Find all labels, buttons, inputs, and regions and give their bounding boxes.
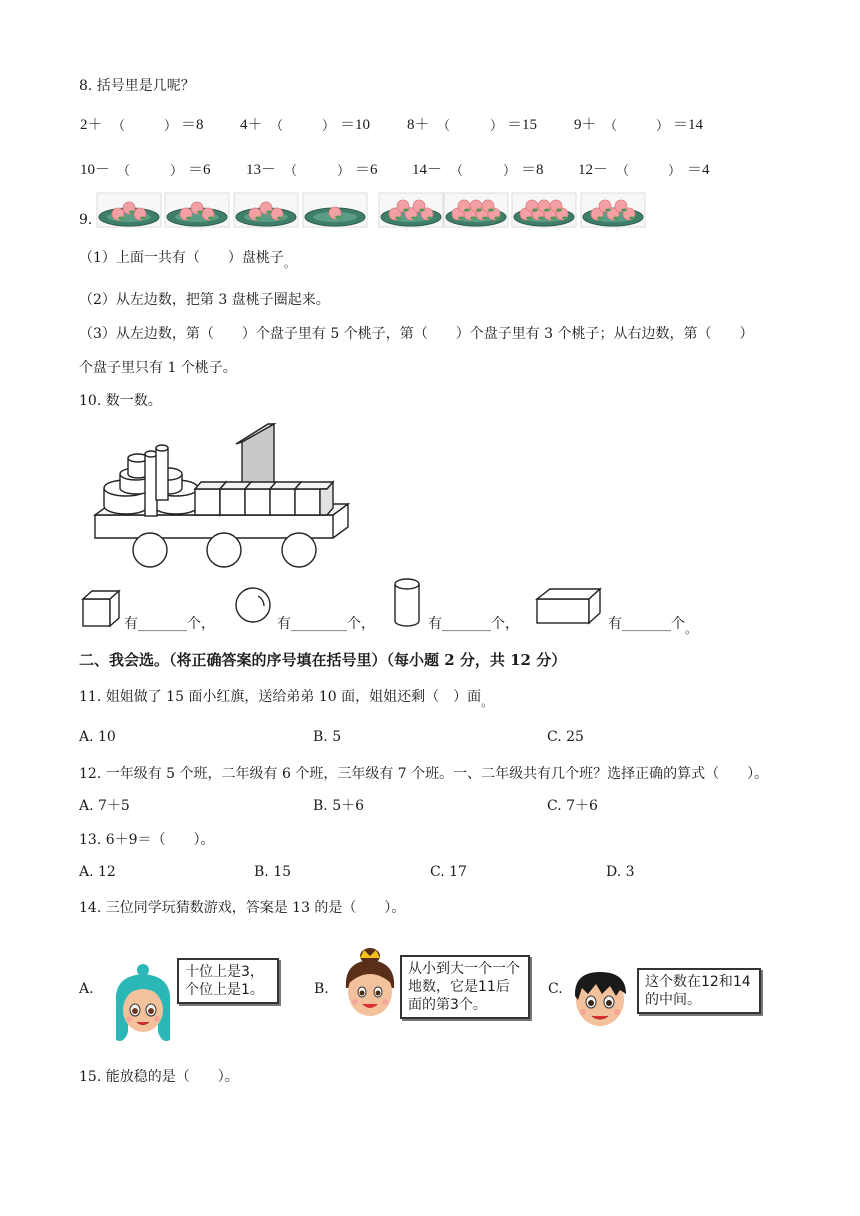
plate-of-peaches: [581, 193, 645, 227]
equation-right: ＝8: [521, 162, 544, 178]
sphere-icon: [234, 586, 274, 626]
answer-cube: 有_______个，: [124, 616, 215, 632]
paren-close: ）: [337, 164, 351, 179]
equation-right: ＝15: [507, 117, 538, 133]
q13-text: 13. 6＋9＝（ ）。: [79, 832, 215, 848]
answer-sphere: 有________个，: [277, 616, 375, 632]
plate-of-peaches: [444, 193, 508, 227]
paren-open: （: [437, 119, 451, 134]
option-c[interactable]: C. 7＋6: [547, 798, 598, 814]
toy-train-figure: [90, 420, 352, 570]
equation-left: 13－: [246, 162, 277, 178]
plate-of-peaches: [512, 193, 576, 227]
equation-right: ＝4: [687, 162, 710, 178]
paren-close: ）: [656, 119, 670, 134]
equation-right: ＝6: [355, 162, 378, 178]
paren-open: （: [284, 164, 298, 179]
plates-figure: [96, 190, 650, 230]
option-a[interactable]: A. 10: [79, 729, 116, 745]
option-a-label[interactable]: A.: [79, 981, 94, 997]
option-c[interactable]: C. 17: [430, 864, 467, 880]
wheel-sphere: [133, 533, 167, 567]
cuboid-icon: [534, 586, 604, 626]
equation-left: 12－: [578, 162, 609, 178]
q12-text: 12. 一年级有 5 个班，二年级有 6 个班，三年级有 7 个班。一、二年级共有几个班？选择正确的算式（ ）。: [79, 766, 769, 782]
option-a[interactable]: A. 7＋5: [79, 798, 130, 814]
cube-icon: [80, 589, 122, 629]
equation-left: 8＋: [407, 117, 430, 133]
answer-cylinder: 有_______个，: [428, 616, 519, 632]
equation-left: 9＋: [574, 117, 597, 133]
paren-open: （: [117, 164, 131, 179]
q9-number: 9.: [79, 212, 93, 228]
q9-sub3-line1: （3）从左边数，第（ ）个盘子里有 5 个桃子，第（ ）个盘子里有 3 个桃子；从右边数，第（ ）: [79, 326, 754, 342]
section2-heading: 二、我会选。（将正确答案的序号填在括号里）（每小题 2 分，共 12 分）: [79, 651, 567, 669]
paren-close: ）: [164, 119, 178, 134]
answer-end: 。: [685, 622, 698, 636]
paren-open: （: [604, 119, 618, 134]
boy-avatar: [570, 966, 630, 1030]
wheel-sphere: [282, 533, 316, 567]
equation-left: 4＋: [240, 117, 263, 133]
plate-of-peaches: [379, 193, 443, 227]
plate-of-peaches: [303, 193, 367, 227]
paren-open: （: [112, 119, 126, 134]
equation-left: 10－: [80, 162, 111, 178]
paren-close: ）: [668, 164, 682, 179]
q9-sub1: [79, 247, 296, 270]
equation-right: ＝14: [673, 117, 704, 133]
q9-sub2: （2）从左边数，把第 3 盘桃子圈起来。: [79, 292, 330, 308]
option-d[interactable]: D. 3: [606, 864, 635, 880]
wheel-sphere: [207, 533, 241, 567]
girl-crown-avatar: [340, 944, 400, 1024]
q14-text: 14. 三位同学玩猜数游戏，答案是 13 的是（ ）。: [79, 900, 406, 916]
q9-sub1-end: 。: [283, 256, 296, 270]
paren-close: ）: [490, 119, 504, 134]
q11-text: [79, 686, 494, 709]
q9-sub3-line2: 个盘子里只有 1 个桃子。: [79, 360, 237, 376]
q15-text: 15. 能放稳的是（ ）。: [79, 1069, 239, 1085]
paren-close: ）: [503, 164, 517, 179]
paren-close: ）: [322, 119, 336, 134]
girl-teal-hair-avatar: [110, 962, 176, 1046]
paren-open: （: [270, 119, 284, 134]
option-c[interactable]: C. 25: [547, 729, 584, 745]
q11-end: 。: [481, 695, 494, 709]
equation-right: ＝6: [188, 162, 211, 178]
speech-bubble-b: 从小到大一个一个地数，它是11后面的第3个。: [400, 955, 530, 1019]
option-c-label[interactable]: C.: [548, 981, 563, 997]
equation-left: 2＋: [80, 117, 103, 133]
speech-bubble-a: 十位上是3，个位上是1。: [177, 958, 279, 1004]
option-b-label[interactable]: B.: [314, 981, 329, 997]
q8-title: 8. 括号里是几呢？: [79, 78, 195, 94]
q9-sub1-text: （1）上面一共有（ ）盘桃子: [79, 250, 284, 266]
plate-of-peaches: [165, 193, 229, 227]
option-a[interactable]: A. 12: [79, 864, 116, 880]
option-b[interactable]: B. 15: [254, 864, 292, 880]
equation-right: ＝10: [340, 117, 371, 133]
cube-row: [195, 482, 333, 515]
equation-right: ＝8: [181, 117, 204, 133]
paren-close: ）: [170, 164, 184, 179]
option-b[interactable]: B. 5: [313, 729, 342, 745]
plate-of-peaches: [234, 193, 298, 227]
cylinder-icon: [392, 577, 422, 629]
answer-cuboid: [608, 613, 698, 636]
q11-question: 11. 姐姐做了 15 面小红旗，送给弟弟 10 面，姐姐还剩（ ）面: [79, 689, 482, 705]
speech-bubble-c: 这个数在12和14的中间。: [637, 968, 761, 1014]
option-b[interactable]: B. 5＋6: [313, 798, 365, 814]
q10-title: 10. 数一数。: [79, 393, 162, 409]
equation-left: 14－: [412, 162, 443, 178]
plate-of-peaches: [97, 193, 161, 227]
answer-cuboid-text: 有_______个: [608, 616, 685, 632]
paren-open: （: [616, 164, 630, 179]
paren-open: （: [450, 164, 464, 179]
